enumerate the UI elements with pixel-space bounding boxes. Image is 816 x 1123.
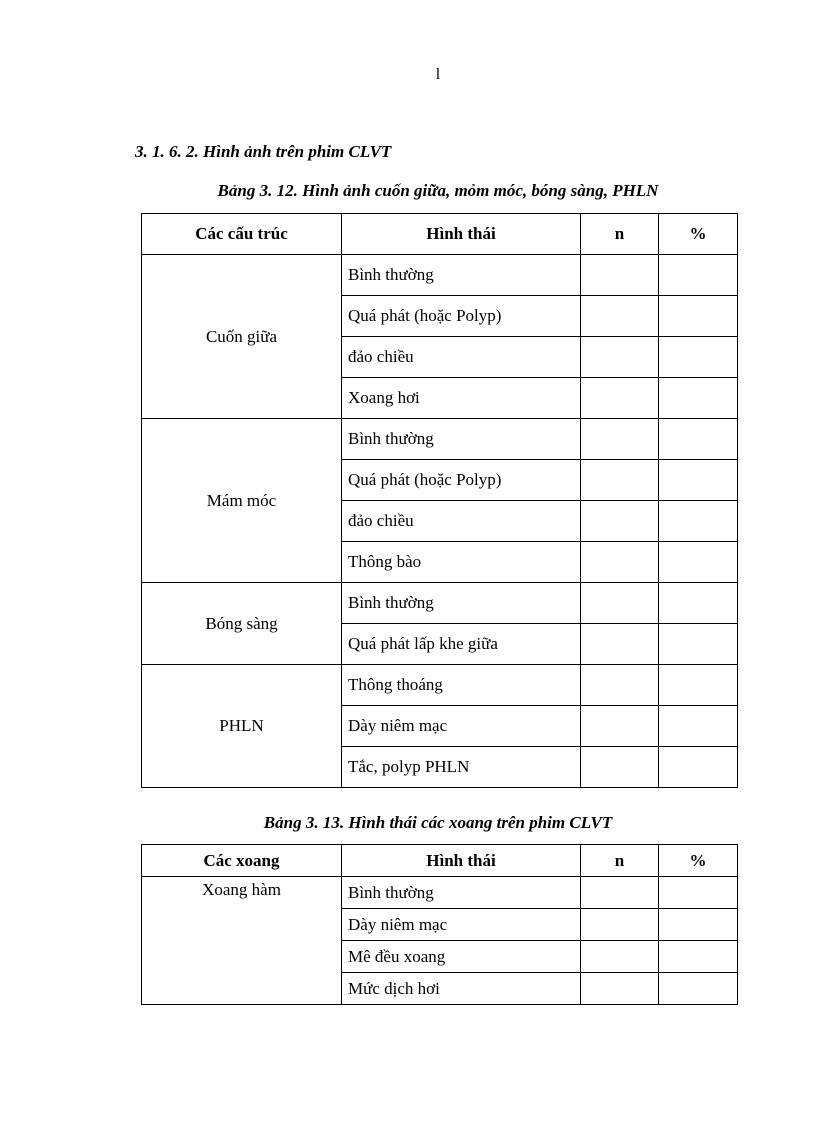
n-cell	[581, 747, 659, 788]
column-header: n	[581, 214, 659, 255]
n-cell	[581, 909, 659, 941]
column-header: Các xoang	[142, 845, 342, 877]
n-cell	[581, 419, 659, 460]
form-cell: Xoang hơi	[342, 378, 581, 419]
n-cell	[581, 941, 659, 973]
percent-cell	[659, 909, 738, 941]
n-cell	[581, 460, 659, 501]
form-cell: đảo chiều	[342, 337, 581, 378]
group-cell: Bóng sàng	[142, 583, 342, 665]
percent-cell	[659, 460, 738, 501]
percent-cell	[659, 973, 738, 1005]
form-cell: Quá phát (hoặc Polyp)	[342, 460, 581, 501]
percent-cell	[659, 665, 738, 706]
table-caption: Bảng 3. 13. Hình thái các xoang trên phim CLVT	[263, 813, 613, 832]
table-row	[142, 665, 738, 706]
n-cell	[581, 583, 659, 624]
table-caption: Bảng 3. 12. Hình ảnh cuốn giữa, mỏm móc, bóng sàng, PHLN	[217, 181, 659, 200]
form-cell: Bình thường	[342, 255, 581, 296]
percent-cell	[659, 255, 738, 296]
table-header-row	[142, 214, 738, 255]
percent-cell	[659, 706, 738, 747]
form-cell: Dày niêm mạc	[342, 909, 581, 941]
table-header-row	[142, 845, 738, 877]
form-cell: Quá phát (hoặc Polyp)	[342, 296, 581, 337]
group-cell: PHLN	[142, 665, 342, 788]
n-cell	[581, 255, 659, 296]
column-header: %	[659, 214, 738, 255]
column-header: Hình thái	[342, 214, 581, 255]
column-header: %	[659, 845, 738, 877]
form-cell: Bình thường	[342, 583, 581, 624]
form-cell: Mức dịch hơi	[342, 973, 581, 1005]
percent-cell	[659, 747, 738, 788]
form-cell: Quá phát lấp khe giữa	[342, 624, 581, 665]
form-cell: Thông thoáng	[342, 665, 581, 706]
form-cell: đảo chiều	[342, 501, 581, 542]
n-cell	[581, 337, 659, 378]
group-cell: Mám móc	[142, 419, 342, 583]
structures-table	[141, 213, 738, 788]
percent-cell	[659, 378, 738, 419]
n-cell	[581, 877, 659, 909]
form-cell: Bình thường	[342, 877, 581, 909]
percent-cell	[659, 542, 738, 583]
form-cell: Mê đều xoang	[342, 941, 581, 973]
percent-cell	[659, 501, 738, 542]
percent-cell	[659, 941, 738, 973]
percent-cell	[659, 583, 738, 624]
column-header: Hình thái	[342, 845, 581, 877]
column-header: n	[581, 845, 659, 877]
group-cell: Xoang hàm	[142, 877, 342, 1005]
form-cell: Thông bào	[342, 542, 581, 583]
n-cell	[581, 296, 659, 337]
form-cell: Dày niêm mạc	[342, 706, 581, 747]
n-cell	[581, 542, 659, 583]
percent-cell	[659, 296, 738, 337]
form-cell: Bình thường	[342, 419, 581, 460]
section-heading: 3. 1. 6. 2. Hình ảnh trên phim CLVT	[135, 142, 392, 161]
table-row	[142, 255, 738, 296]
sinuses-table	[141, 844, 738, 1005]
form-cell: Tắc, polyp PHLN	[342, 747, 581, 788]
n-cell	[581, 624, 659, 665]
percent-cell	[659, 877, 738, 909]
n-cell	[581, 665, 659, 706]
n-cell	[581, 973, 659, 1005]
n-cell	[581, 706, 659, 747]
column-header: Các cấu trúc	[142, 214, 342, 255]
percent-cell	[659, 419, 738, 460]
n-cell	[581, 378, 659, 419]
table-row	[142, 583, 738, 624]
page-number: l	[435, 66, 441, 83]
table-row	[142, 877, 738, 909]
percent-cell	[659, 337, 738, 378]
n-cell	[581, 501, 659, 542]
group-cell: Cuốn giữa	[142, 255, 342, 419]
table-row	[142, 419, 738, 460]
percent-cell	[659, 624, 738, 665]
